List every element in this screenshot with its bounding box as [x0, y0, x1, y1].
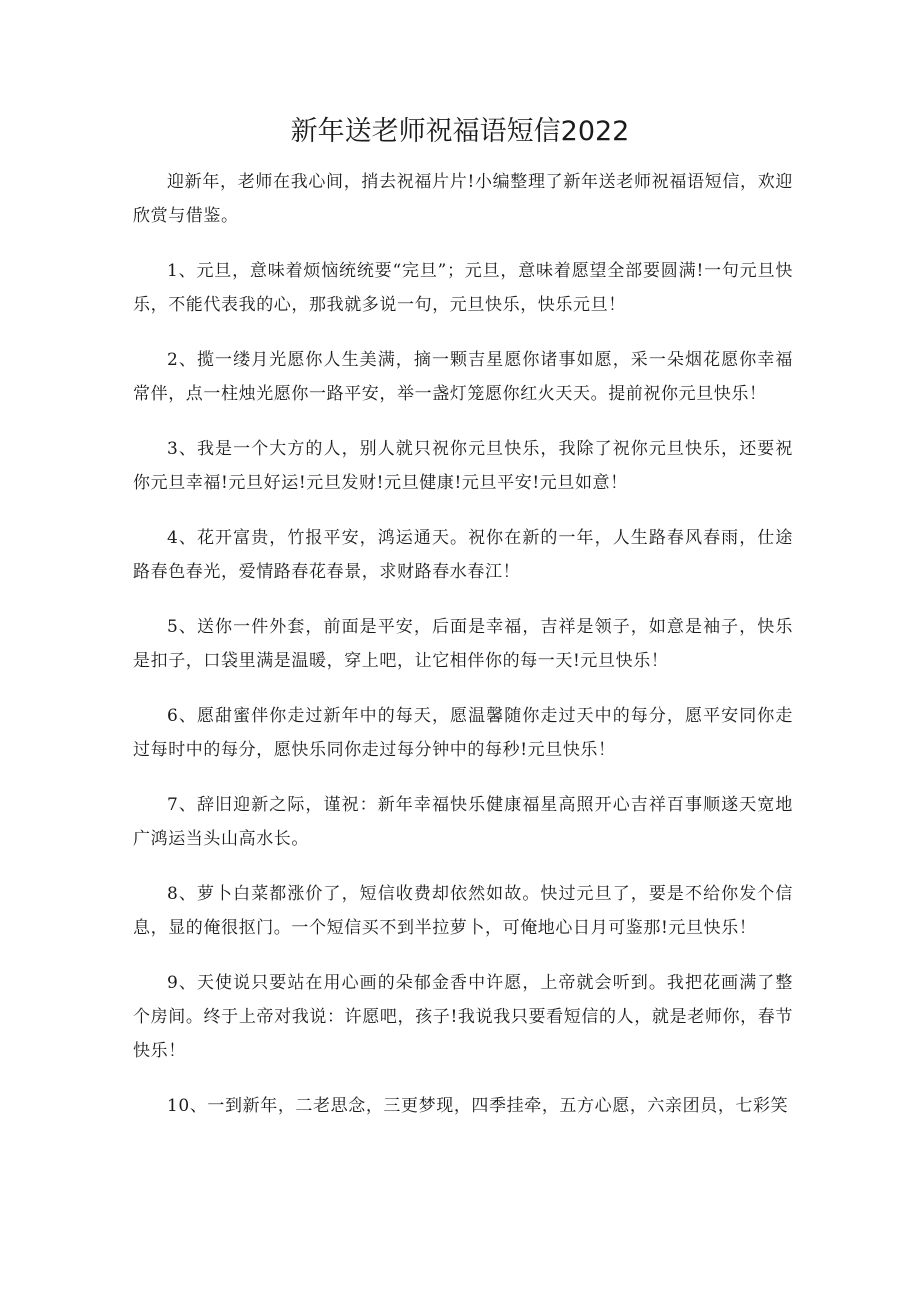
greeting-item-6: 6、愿甜蜜伴你走过新年中的每天，愿温馨随你走过天中的每分，愿平安同你走过每时中的每分，愿快乐同你走过每分钟中的每秒!元旦快乐！: [133, 706, 793, 760]
greeting-item-8: 8、萝卜白菜都涨价了，短信收费却依然如故。快过元旦了，要是不给你发个信息，显的俺很抠门。一个短信买不到半拉萝卜，可俺地心日月可鉴那!元旦快乐！: [133, 884, 793, 938]
greeting-item-2: 2、揽一缕月光愿你人生美满，摘一颗吉星愿你诸事如愿，采一朵烟花愿你幸福常伴，点一柱烛光愿你一路平安，举一盏灯笼愿你红火天天。提前祝你元旦快乐！: [133, 350, 793, 404]
greeting-item-5: 5、送你一件外套，前面是平安，后面是幸福，吉祥是领子，如意是袖子，快乐是扣子，口袋里满是温暖，穿上吧，让它相伴你的每一天!元旦快乐！: [133, 617, 793, 671]
greeting-item-9: 9、天使说只要站在用心画的朵郁金香中许愿，上帝就会听到。我把花画满了整个房间。终于上帝对我说：许愿吧，孩子!我说我只要看短信的人，就是老师你，春节快乐！: [133, 973, 793, 1061]
greeting-item-4: 4、花开富贵，竹报平安，鸿运通天。祝你在新的一年，人生路春风春雨，仕途路春色春光，爱情路春花春景，求财路春水春江！: [133, 528, 793, 582]
greeting-item-10: 10、一到新年，二老思念，三更梦现，四季挂牵，五方心愿，六亲团员，七彩笑: [167, 1096, 789, 1116]
greeting-item-7: 7、辞旧迎新之际，谨祝：新年幸福快乐健康福星高照开心吉祥百事顺遂天宽地广鸿运当头山高水长。: [133, 795, 793, 849]
intro-paragraph: 迎新年，老师在我心间，捎去祝福片片!小编整理了新年送老师祝福语短信，欢迎欣赏与借鉴。: [133, 172, 793, 226]
greeting-item-3: 3、我是一个大方的人，别人就只祝你元旦快乐，我除了祝你元旦快乐，还要祝你元旦幸福!元旦好运!元旦发财!元旦健康!元旦平安!元旦如意！: [133, 439, 793, 493]
document-body: [133, 165, 793, 1144]
greeting-item-1: 1、元旦，意味着烦恼统统要“完旦”；元旦，意味着愿望全部要圆满!一句元旦快乐，不能代表我的心，那我就多说一句，元旦快乐，快乐元旦！: [133, 261, 793, 315]
document-title: 新年送老师祝福语短信2022: [290, 116, 630, 147]
